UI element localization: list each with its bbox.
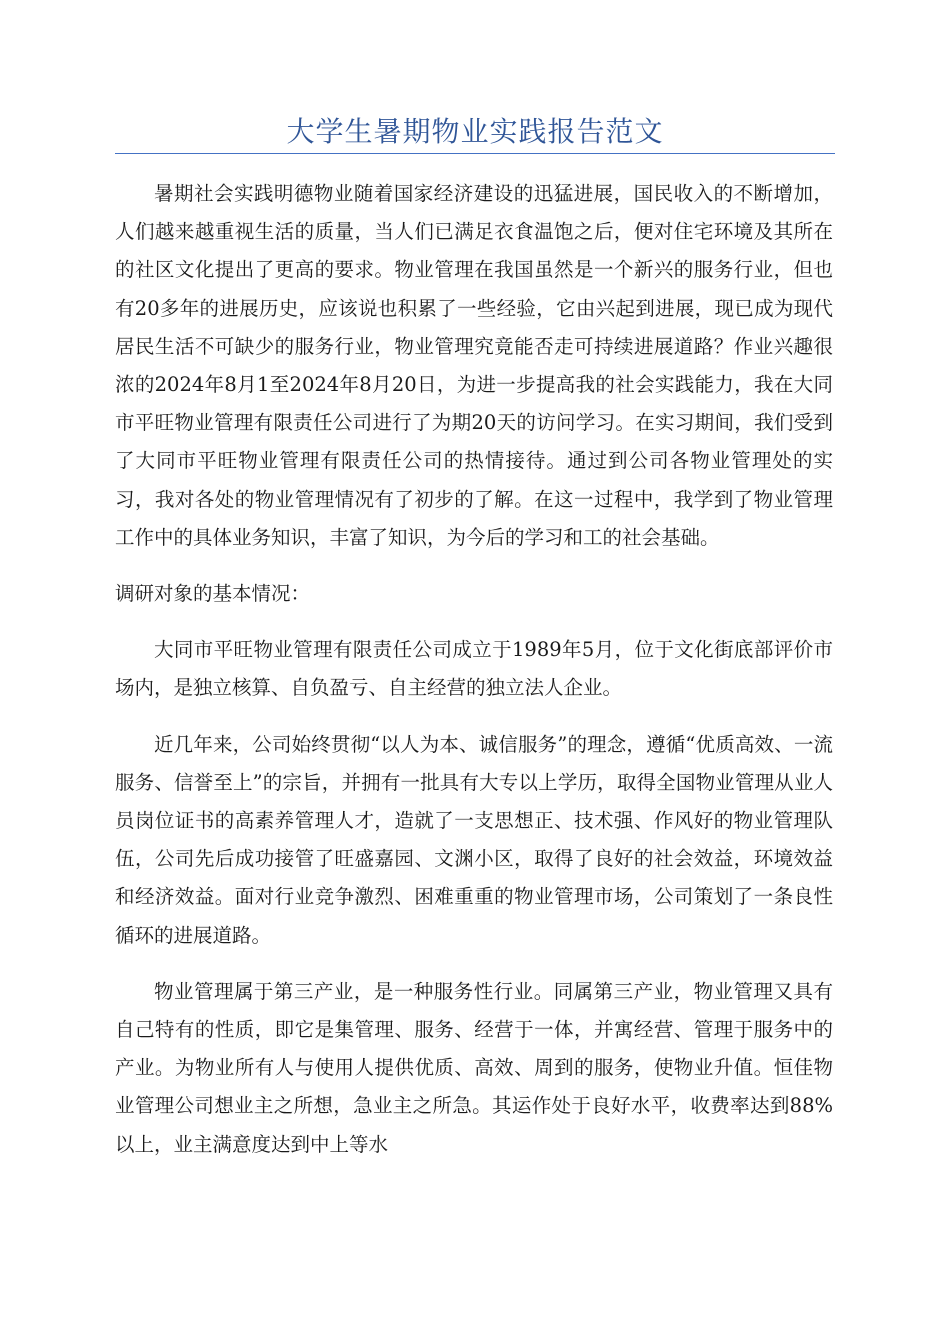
- paragraph-industry: 物业管理属于第三产业，是一种服务性行业。同属第三产业，物业管理又具有自己特有的性质，即它是集管理、服务、经营于一体，并寓经营、管理于服务中的产业。为物业所有人与使用人提供优质、高效、周到的服务，使物业升值。恒佳物业管理公司想业主之所想，急业主之所急。其运作处于良好水平，收费率达到88%以上，业主满意度达到中上等水: [115, 979, 833, 1156]
- paragraph-intro: 暑期社会实践明德物业随着国家经济建设的迅猛进展，国民收入的不断增加，人们越来越重视生活的质量，当人们已满足衣食温饱之后，便对住宅环境及其所在的社区文化提出了更高的要求。物业管理在我国虽然是一个新兴的服务行业，但也有20多年的进展历史，应该说也积累了一些经验，它由兴起到进展，现已成为现代居民生活不可缺少的服务行业，物业管理究竟能否走可持续进展道路？作业兴趣很浓的2024年8月1至2024年8月20日，为进一步提高我的社会实践能力，我在大同市平旺物业管理有限责任公司进行了为期20天的访问学习。在实习期间，我们受到了大同市平旺物业管理有限责任公司的热情接待。通过到公司各物业管理处的实习，我对各处的物业管理情况有了初步的了解。在这一过程中，我学到了物业管理工作中的具体业务知识，丰富了知识，为今后的学习和工的社会基础。: [115, 182, 833, 549]
- document-title: 大学生暑期物业实践报告范文: [286, 115, 664, 148]
- document-body: [115, 175, 833, 1182]
- title-underline: [115, 153, 835, 154]
- paragraph-company: 大同市平旺物业管理有限责任公司成立于1989年5月，位于文化街底部评价市场内，是独立核算、自负盈亏、自主经营的独立法人企业。: [115, 638, 833, 700]
- paragraph-recent-years: 近几年来，公司始终贯彻“以人为本、诚信服务”的理念，遵循“优质高效、一流服务、信誉至上”的宗旨，并拥有一批具有大专以上学历，取得全国物业管理从业人员岗位证书的高素养管理人才，造就了一支思想正、技术强、作风好的物业管理队伍，公司先后成功接管了旺盛嘉园、文渊小区，取得了良好的社会效益，环境效益和经济效益。面对行业竞争激烈、困难重重的物业管理市场，公司策划了一条良性循环的进展道路。: [115, 732, 833, 947]
- section-heading: 调研对象的基本情况：: [115, 582, 311, 606]
